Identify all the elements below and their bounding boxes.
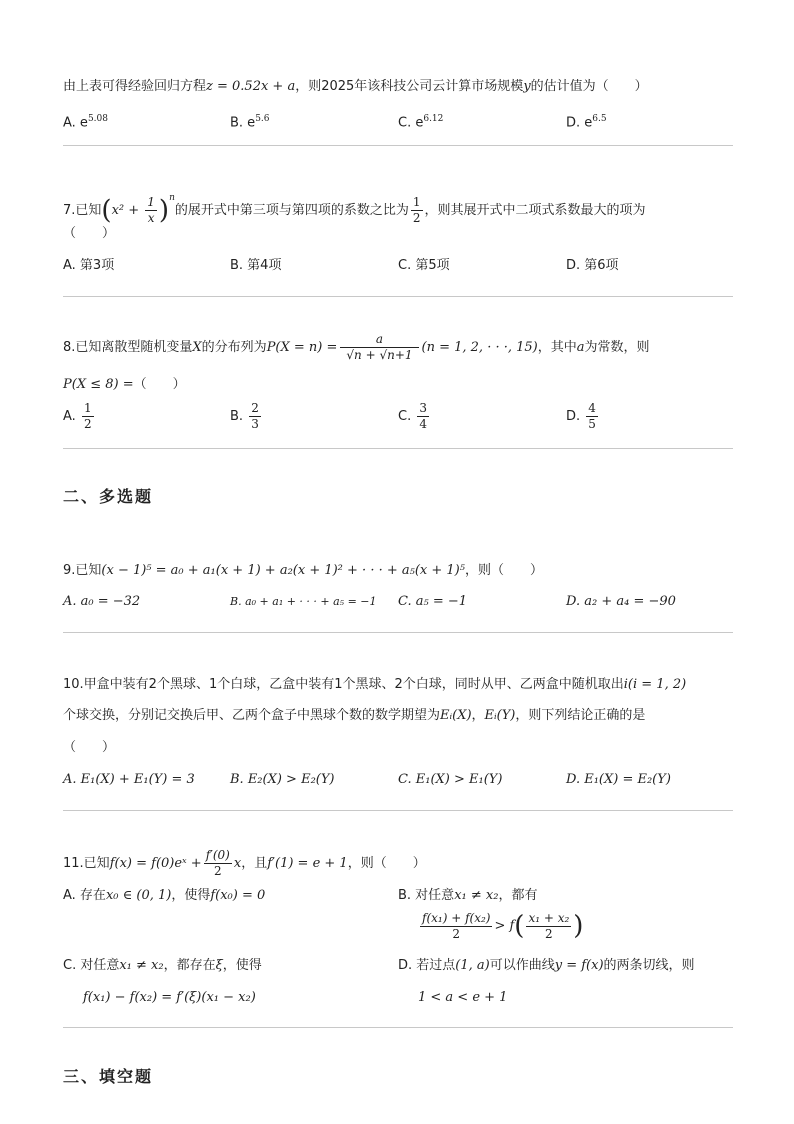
q11-option-c[interactable]: C. 对任意x₁ ≠ x₂，都存在ξ，使得 <box>63 958 262 973</box>
q6-stem-c: 的估计值为（ ） <box>530 79 648 94</box>
q7-option-b[interactable]: B. 第4项 <box>230 258 282 273</box>
q6-stem-b: ，则2025年该科技公司云计算市场规模 <box>295 79 524 94</box>
q10-answer-paren: （ ） <box>63 740 116 755</box>
q6-option-b[interactable]: B. $e^{5.6}$ <box>230 114 270 131</box>
section-title-multiple-choice: 二、多选题 <box>63 487 154 506</box>
q8-option-a[interactable]: A. $\frac{1}{2}$ <box>63 401 92 431</box>
right-paren: ) <box>158 195 170 226</box>
divider <box>63 810 733 811</box>
q6-var: y <box>523 79 531 94</box>
q6-stem <box>63 77 648 97</box>
q7-stem <box>63 180 646 229</box>
q10-line2: 个球交换，分别记交换后甲、乙两个盒子中黑球个数的数学期望为Eᵢ(X)，Eᵢ(Y)，则下列结论正确的是 <box>63 708 646 723</box>
q6-equation: z = 0.52x + a <box>206 79 296 94</box>
q7-option-c[interactable]: C. 第5项 <box>398 258 450 273</box>
q6-option-a[interactable]: A. $e^{5.08}$ <box>63 114 108 131</box>
q8-option-c[interactable]: C. $\frac{3}{4}$ <box>398 401 427 431</box>
divider <box>63 145 733 146</box>
q11-option-b[interactable]: B. 对任意x₁ ≠ x₂，都有 <box>398 888 538 903</box>
q9-option-a[interactable]: A. a₀ = −32 <box>63 594 141 609</box>
q6-option-c[interactable]: C. $e^{6.12}$ <box>398 114 444 131</box>
q6-stem-a: 由上表可得经验回归方程 <box>63 79 207 94</box>
q10-option-d[interactable]: D. E₁(X) = E₂(Y) <box>566 772 671 787</box>
left-paren: ( <box>101 195 112 226</box>
q10-option-a[interactable]: A. E₁(X) + E₁(Y) = 3 <box>63 772 195 787</box>
q6-option-d[interactable]: D. $e^{6.5}$ <box>566 114 607 131</box>
q7-prefix: 7.已知 <box>63 203 102 218</box>
q8-line2: P(X ≤ 8) =（ ） <box>63 377 186 392</box>
divider <box>63 296 733 297</box>
q7-option-a[interactable]: A. 第3项 <box>63 258 115 273</box>
q8-stem: 8.已知离散型随机变量X的分布列为P(X = n) = $\frac{a}{√n + √n+1}$ (n = 1, 2, · · ·, 15)，其中a为常数，则 <box>63 332 650 362</box>
q11-option-b-formula: $\frac{\text{f(x₁) + f(x₂)}}{2}$ > f( $\frac{\text{x₁ + x₂}}{2}$ ) <box>422 910 584 941</box>
q7-suffix: ，则其展开式中二项式系数最大的项为 <box>424 203 646 218</box>
q11-option-c-formula: f(x₁) − f(x₂) = f′(ξ)(x₁ − x₂) <box>83 990 256 1005</box>
q10-option-b[interactable]: B. E₂(X) > E₂(Y) <box>230 772 335 787</box>
q11-stem: 11.已知f(x) = f(0)eˣ + $\frac{f'(0)}{2}$ x，且f′(1) = e + 1，则（ ） <box>63 848 426 878</box>
q9-option-b[interactable]: B. a₀ + a₁ + · · · + a₅ = −1 <box>230 595 377 608</box>
q9-option-c[interactable]: C. a₅ = −1 <box>398 594 468 609</box>
q9-option-d[interactable]: D. a₂ + a₄ = −90 <box>566 594 676 609</box>
q11-option-d-formula: 1 < a < e + 1 <box>418 990 508 1005</box>
q11-option-a[interactable]: A. 存在x₀ ∈ (0, 1)，使得f(x₀) = 0 <box>63 888 266 903</box>
divider <box>63 448 733 449</box>
q7-fraction: $\frac{1}{x}$ <box>147 195 155 225</box>
q8-fraction: $\frac{a}{√n + √n+1}$ <box>340 332 418 363</box>
divider <box>63 632 733 633</box>
q10-option-c[interactable]: C. E₁(X) > E₁(Y) <box>398 772 503 787</box>
section-title-fill-in: 三、填空题 <box>63 1067 154 1086</box>
divider <box>63 1027 733 1028</box>
q11-option-d[interactable]: D. 若过点(1, a)可以作曲线y = f(x)的两条切线，则 <box>398 958 695 973</box>
q7-answer-paren: （ ） <box>63 226 116 241</box>
q9-stem: 9.已知(x − 1)⁵ = a₀ + a₁(x + 1) + a₂(x + 1)² + · · · + a₅(x + 1)⁵，则（ ） <box>63 563 543 578</box>
q7-ratio: $\frac{1}{2}$ <box>412 195 421 225</box>
q7-mid: 的展开式中第三项与第四项的系数之比为 <box>174 203 409 218</box>
q8-option-b[interactable]: B. $\frac{2}{3}$ <box>230 401 259 431</box>
q8-option-d[interactable]: D. $\frac{4}{5}$ <box>566 401 596 431</box>
q10-line1: 10.甲盒中装有2个黑球、1个白球，乙盒中装有1个黑球、2个白球，同时从甲、乙两盒中随机取出i(i = 1, 2) <box>63 677 687 692</box>
q7-exponent: n <box>169 193 175 203</box>
q7-poly: x² + <box>111 203 144 218</box>
q7-option-d[interactable]: D. 第6项 <box>566 258 619 273</box>
